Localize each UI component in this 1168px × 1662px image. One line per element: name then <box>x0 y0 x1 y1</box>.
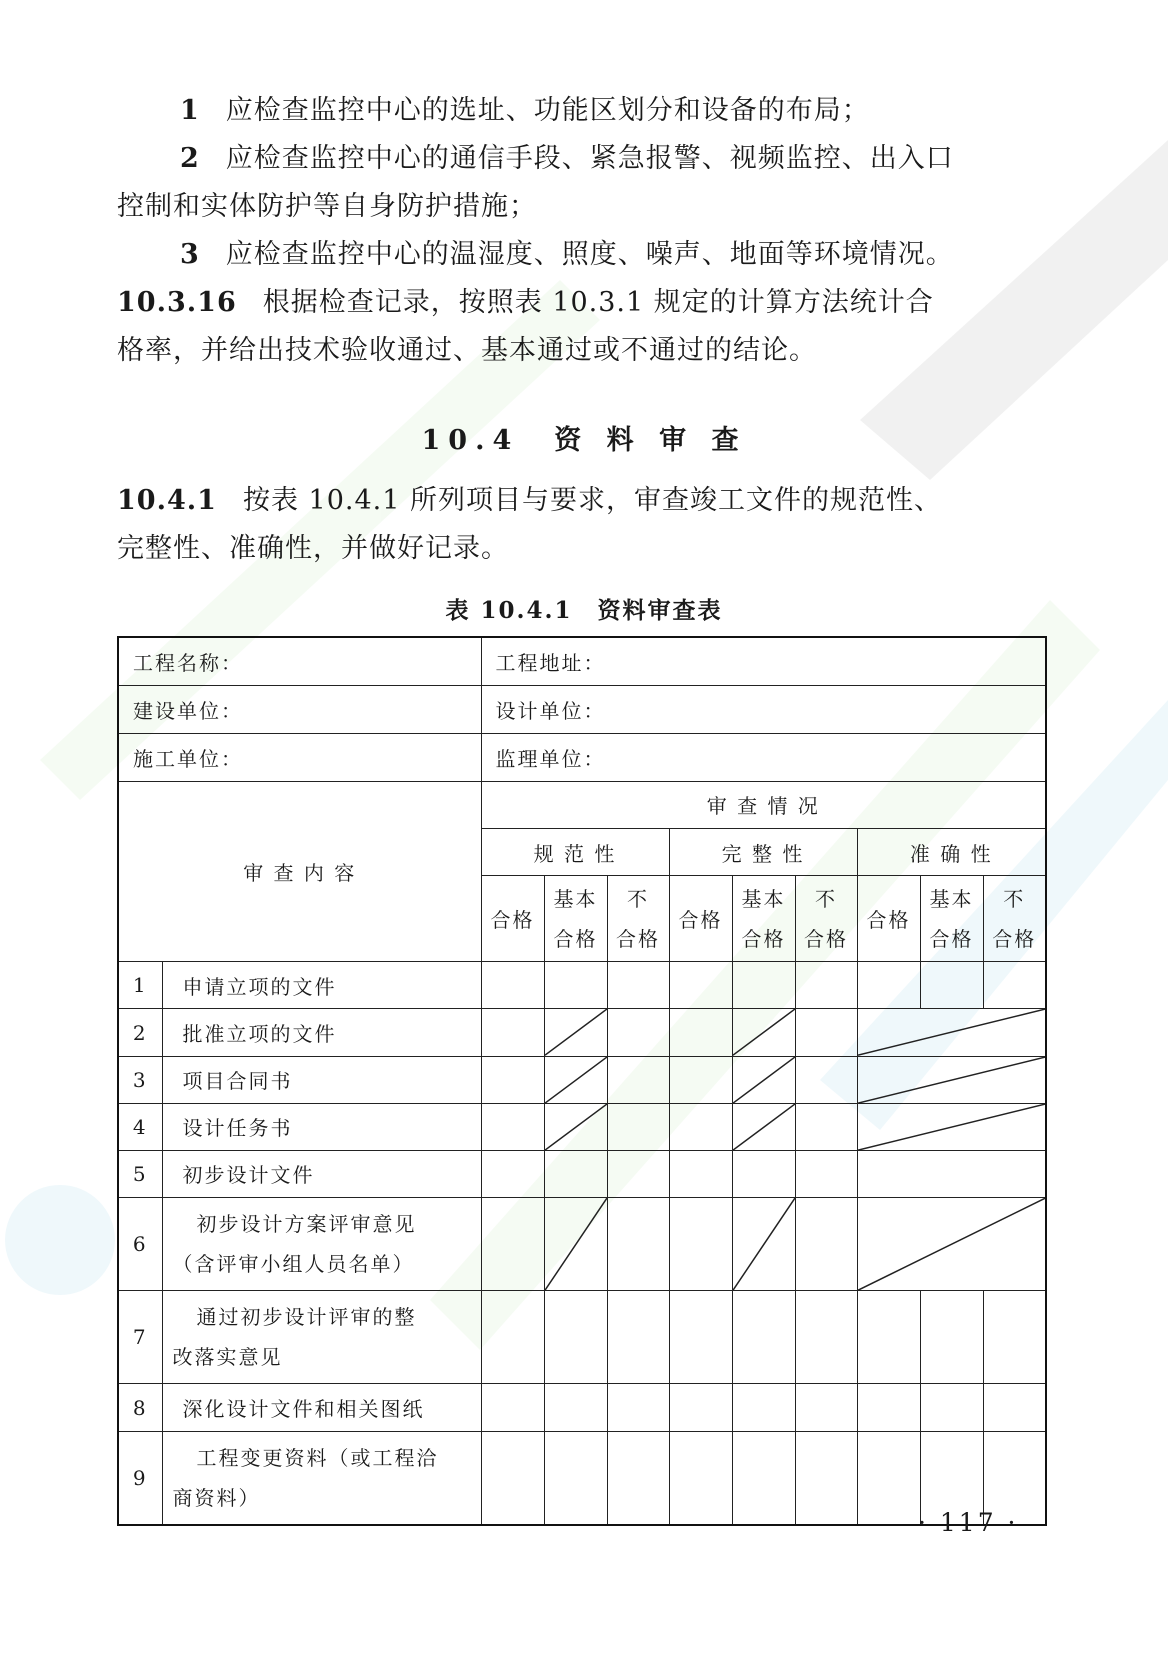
sub-header-basic: 基本 合格 <box>732 876 795 962</box>
clause-text: 根据检查记录，按照表 10.3.1 规定的计算方法统计合 <box>262 287 934 318</box>
review-table <box>117 636 1047 1526</box>
check-cell <box>544 1431 607 1525</box>
check-cell <box>857 1291 920 1384</box>
row-item: 初步设计方案评审意见 （含评审小组人员名单） <box>162 1197 481 1290</box>
check-cell <box>732 1384 795 1431</box>
check-cell <box>481 1291 544 1384</box>
check-cell <box>669 1384 732 1431</box>
check-cell <box>544 1150 607 1197</box>
check-cell <box>607 1384 669 1431</box>
check-cell <box>607 1197 669 1290</box>
row-item: 项目合同书 <box>162 1056 481 1103</box>
na-cell <box>857 1056 1046 1103</box>
check-cell <box>795 962 857 1009</box>
check-cell <box>544 1384 607 1431</box>
sub-header-pass: 合格 <box>669 876 732 962</box>
check-cell <box>857 1384 920 1431</box>
table-row <box>118 1384 1046 1431</box>
check-cell <box>857 962 920 1009</box>
group-header-completeness: 完 整 性 <box>669 829 857 876</box>
check-cell <box>857 1431 920 1525</box>
check-cell <box>669 1431 732 1525</box>
check-cell <box>795 1056 857 1103</box>
list-number: 2 <box>180 143 200 174</box>
row-item: 工程变更资料（或工程洽 商资料） <box>162 1431 481 1525</box>
check-cell <box>669 962 732 1009</box>
check-cell <box>669 1150 732 1197</box>
na-cell <box>544 1197 607 1290</box>
check-cell <box>857 1150 1046 1197</box>
check-cell <box>795 1009 857 1056</box>
page-number: · 117 · <box>918 1508 1019 1537</box>
row-index: 1 <box>118 962 162 1009</box>
table-row <box>118 1009 1046 1056</box>
clause-10-3-16 <box>117 286 934 320</box>
row-index: 7 <box>118 1291 162 1384</box>
sub-header-pass: 合格 <box>857 876 920 962</box>
check-cell <box>920 1291 983 1384</box>
list-text: 应检查监控中心的通信手段、紧急报警、视频监控、出入口 <box>225 143 954 174</box>
list-text: 应检查监控中心的选址、功能区划分和设备的布局； <box>225 95 870 126</box>
check-cell <box>669 1291 732 1384</box>
check-cell <box>607 1150 669 1197</box>
table-header-row <box>118 781 1046 828</box>
table-row <box>118 685 1046 733</box>
clause-10-4-1-continued: 完整性、准确性，并做好记录。 <box>117 533 509 564</box>
check-cell <box>795 1103 857 1150</box>
builder-unit-label: 施工单位： <box>118 733 481 781</box>
check-cell <box>481 1009 544 1056</box>
check-cell <box>607 962 669 1009</box>
row-item: 批准立项的文件 <box>162 1009 481 1056</box>
check-cell <box>481 1384 544 1431</box>
list-item-3 <box>180 238 954 272</box>
design-unit-label: 设计单位： <box>481 685 1046 733</box>
row-index: 2 <box>118 1009 162 1056</box>
check-cell <box>732 1150 795 1197</box>
clause-number: 10.3.16 <box>117 287 237 318</box>
list-item-2-continued: 控制和实体防护等自身防护措施； <box>117 191 537 222</box>
check-cell <box>481 1150 544 1197</box>
row-item: 申请立项的文件 <box>162 962 481 1009</box>
sub-header-basic: 基本 合格 <box>544 876 607 962</box>
table-row <box>118 962 1046 1009</box>
na-cell <box>857 1103 1046 1150</box>
check-cell <box>795 1197 857 1290</box>
check-cell <box>795 1150 857 1197</box>
row-item: 深化设计文件和相关图纸 <box>162 1384 481 1431</box>
list-item-2 <box>180 142 954 176</box>
na-cell <box>857 1009 1046 1056</box>
sub-header-fail: 不 合格 <box>607 876 669 962</box>
check-cell <box>983 1291 1046 1384</box>
check-cell <box>920 1384 983 1431</box>
sub-header-fail: 不 合格 <box>795 876 857 962</box>
construction-unit-label: 建设单位： <box>118 685 481 733</box>
check-cell <box>481 962 544 1009</box>
na-cell <box>544 1103 607 1150</box>
table-caption: 表 10.4.1 资料审查表 <box>445 597 723 624</box>
row-item: 初步设计文件 <box>162 1150 481 1197</box>
group-header-accuracy: 准 确 性 <box>857 829 1046 876</box>
list-number: 3 <box>180 239 200 270</box>
row-item: 设计任务书 <box>162 1103 481 1150</box>
check-cell <box>669 1197 732 1290</box>
check-cell <box>481 1197 544 1290</box>
clause-number: 10.4.1 <box>117 485 217 516</box>
table-row <box>118 733 1046 781</box>
table-row <box>118 1197 1046 1290</box>
clause-text: 按表 10.4.1 所列项目与要求，审查竣工文件的规范性、 <box>242 485 942 516</box>
check-cell <box>732 1291 795 1384</box>
row-index: 3 <box>118 1056 162 1103</box>
row-index: 9 <box>118 1431 162 1525</box>
clause-10-3-16-continued: 格率，并给出技术验收通过、基本通过或不通过的结论。 <box>117 335 817 366</box>
sub-header-pass: 合格 <box>481 876 544 962</box>
check-cell <box>544 962 607 1009</box>
check-cell <box>481 1431 544 1525</box>
table-row <box>118 637 1046 685</box>
list-number: 1 <box>180 95 200 126</box>
table-row <box>118 1291 1046 1384</box>
na-cell <box>544 1056 607 1103</box>
na-cell <box>732 1197 795 1290</box>
project-address-label: 工程地址： <box>481 637 1046 685</box>
supervision-unit-label: 监理单位： <box>481 733 1046 781</box>
check-cell <box>607 1291 669 1384</box>
check-cell <box>669 1056 732 1103</box>
sub-header-basic: 基本 合格 <box>920 876 983 962</box>
na-cell <box>544 1009 607 1056</box>
project-name-label: 工程名称： <box>118 637 481 685</box>
group-header-normative: 规 范 性 <box>481 829 669 876</box>
section-title: 10.4 资 料 审 查 <box>421 425 747 456</box>
row-index: 6 <box>118 1197 162 1290</box>
check-cell <box>795 1384 857 1431</box>
na-cell <box>732 1009 795 1056</box>
na-cell <box>857 1197 1046 1290</box>
row-index: 8 <box>118 1384 162 1431</box>
check-cell <box>983 1384 1046 1431</box>
check-cell <box>607 1431 669 1525</box>
list-item-1 <box>180 94 870 128</box>
clause-10-4-1 <box>117 484 942 518</box>
na-cell <box>732 1056 795 1103</box>
check-cell <box>607 1009 669 1056</box>
check-cell <box>732 1431 795 1525</box>
table-row <box>118 1431 1046 1525</box>
check-cell <box>481 1056 544 1103</box>
check-cell <box>669 1009 732 1056</box>
table-row <box>118 1103 1046 1150</box>
check-cell <box>732 962 795 1009</box>
sub-header-fail: 不 合格 <box>983 876 1046 962</box>
check-cell <box>481 1103 544 1150</box>
row-item: 通过初步设计评审的整 改落实意见 <box>162 1291 481 1384</box>
row-index: 4 <box>118 1103 162 1150</box>
row-index: 5 <box>118 1150 162 1197</box>
review-header: 审 查 情 况 <box>481 781 1046 828</box>
table-row <box>118 1056 1046 1103</box>
content-header: 审 查 内 容 <box>118 781 481 961</box>
check-cell <box>607 1056 669 1103</box>
check-cell <box>669 1103 732 1150</box>
table-row <box>118 1150 1046 1197</box>
na-cell <box>732 1103 795 1150</box>
check-cell <box>983 962 1046 1009</box>
check-cell <box>607 1103 669 1150</box>
check-cell <box>795 1291 857 1384</box>
check-cell <box>544 1291 607 1384</box>
check-cell <box>795 1431 857 1525</box>
list-text: 应检查监控中心的温湿度、照度、噪声、地面等环境情况。 <box>225 239 954 270</box>
check-cell <box>920 962 983 1009</box>
